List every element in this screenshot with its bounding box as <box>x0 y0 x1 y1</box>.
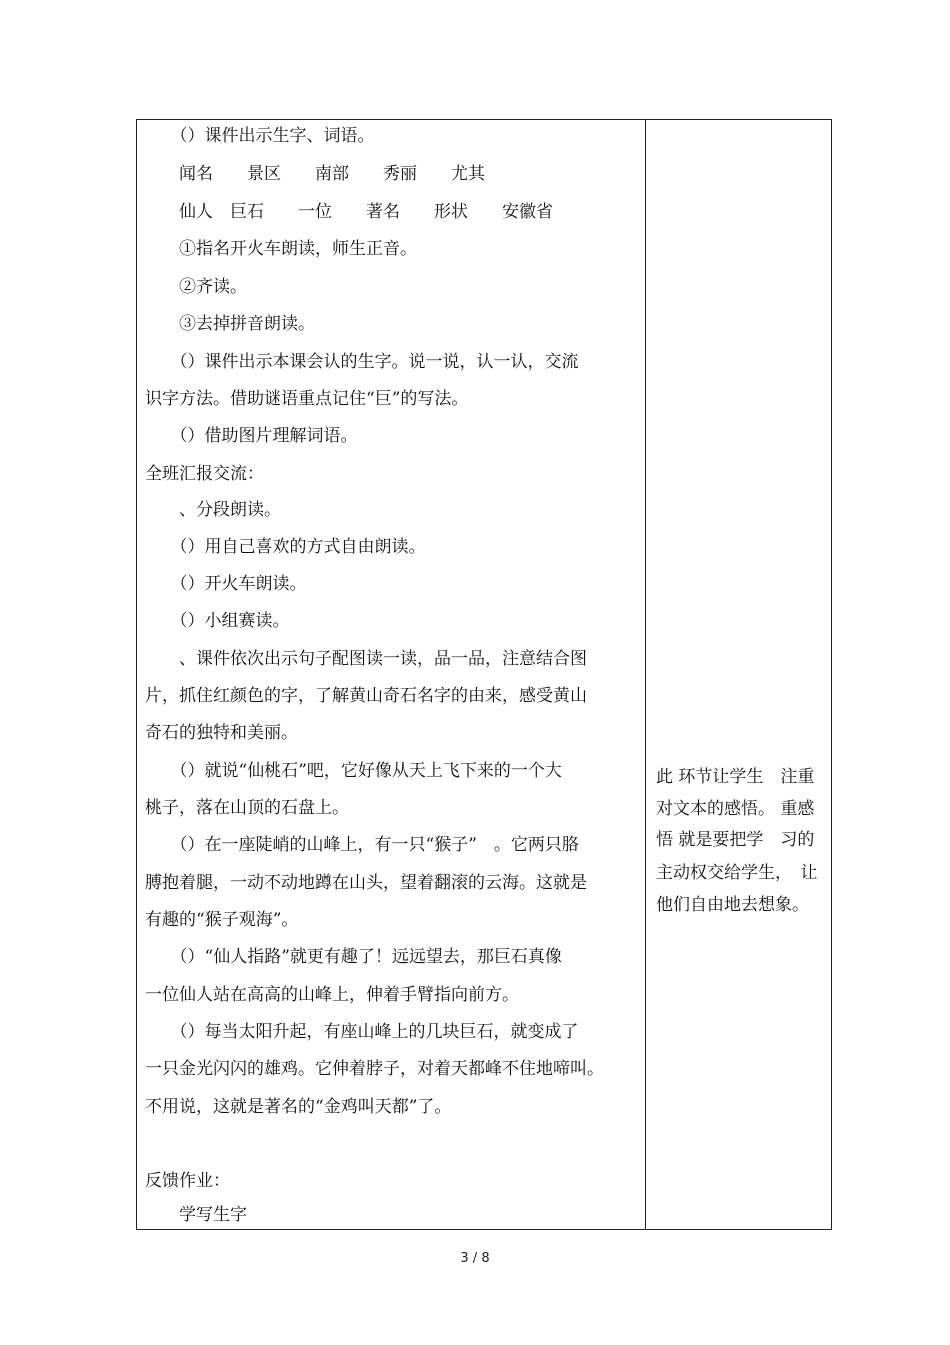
lesson-table <box>136 119 832 1230</box>
text-line: 、分段朗读。 <box>145 500 281 520</box>
text-line: （）开火车朗读。 <box>145 574 307 594</box>
design-intent-cell <box>646 120 831 1229</box>
teaching-process-cell <box>137 120 645 1229</box>
text-line: 有趣的“猴子观海”。 <box>145 910 299 930</box>
text-line: （）小组赛读。 <box>145 611 290 631</box>
text-line: （）课件出示生字、词语。 <box>145 126 375 146</box>
text-line: （）就说“仙桃石”吧，它好像从天上飞下来的一个大 <box>145 761 562 781</box>
text-line: 反馈作业： <box>145 1171 230 1191</box>
text-line: 闻名 景区 南部 秀丽 尤其 <box>145 164 485 184</box>
text-line: 、课件依次出示句子配图读一读，品一品，注意结合图 <box>145 649 587 669</box>
text-line: 一位仙人站在高高的山峰上，伸着手臂指向前方。 <box>145 985 519 1005</box>
text-line: 不用说，这就是著名的“金鸡叫天都”了。 <box>145 1097 452 1117</box>
note-line: 主动权交给学生， 让 <box>656 863 818 883</box>
text-line: 膊抱着腿，一动不动地蹲在山头，望着翻滚的云海。这就是 <box>145 873 587 893</box>
note-line: 悟 就是要把学 习的 <box>656 830 815 850</box>
note-line: 对文本的感悟。 重感 <box>656 799 815 819</box>
text-line: 仙人 巨石 一位 著名 形状 安徽省 <box>145 202 553 222</box>
note-line: 此 环节让学生 注重 <box>656 767 815 787</box>
text-line: （）课件出示本课会认的生字。说一说，认一认，交流 <box>145 352 579 372</box>
page-number: 3 / 8 <box>460 1251 490 1266</box>
text-line: 桃子，落在山顶的石盘上。 <box>145 798 349 818</box>
text-line: 奇石的独特和美丽。 <box>145 723 298 743</box>
text-line: ③去掉拼音朗读。 <box>145 314 315 334</box>
text-line: 全班汇报交流： <box>145 464 264 484</box>
text-line: （）每当太阳升起，有座山峰上的几块巨石，就变成了 <box>145 1022 579 1042</box>
text-line: 学写生字 <box>145 1205 247 1225</box>
text-line: ②齐读。 <box>145 277 247 297</box>
note-line: 他们自由地去想象。 <box>656 895 809 915</box>
text-line: （）用自己喜欢的方式自由朗读。 <box>145 537 426 557</box>
text-line: 片，抓住红颜色的字，了解黄山奇石名字的由来，感受黄山 <box>145 686 587 706</box>
text-line: 一只金光闪闪的雄鸡。它伸着脖子，对着天都峰不住地啼叫。 <box>145 1059 604 1079</box>
text-line: 识字方法。借助谜语重点记住“巨”的写法。 <box>145 389 469 409</box>
text-line: （）“仙人指路”就更有趣了！远远望去，那巨石真像 <box>145 947 562 967</box>
text-line: （）借助图片理解词语。 <box>145 426 358 446</box>
text-line: ①指名开火车朗读，师生正音。 <box>145 239 417 259</box>
text-line: （）在一座陡峭的山峰上，有一只“猴子” 。它两只胳 <box>145 835 579 855</box>
